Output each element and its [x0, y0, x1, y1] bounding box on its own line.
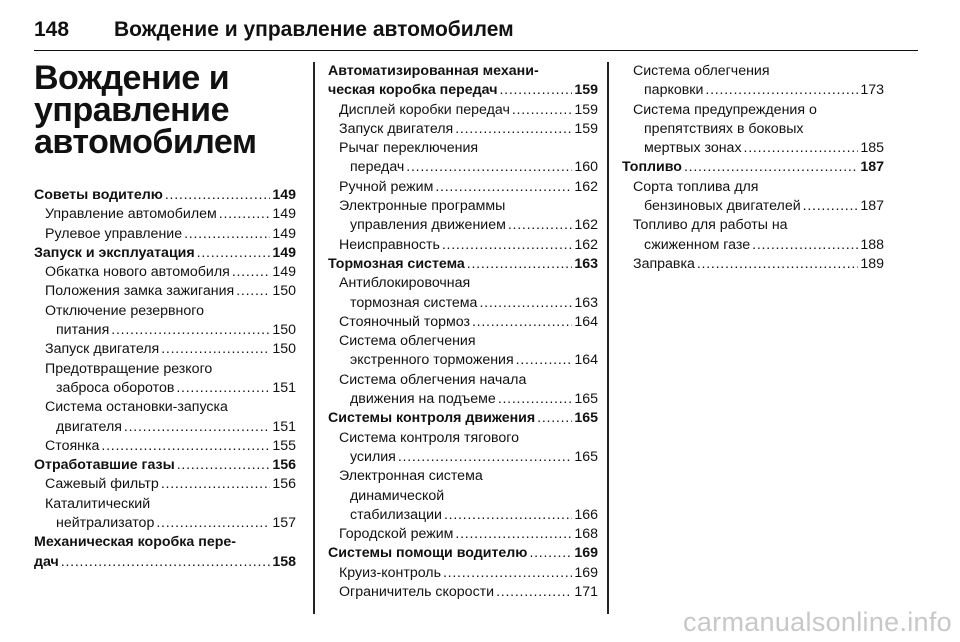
toc-page-number: 156: [272, 476, 296, 493]
toc-entry-line: [328, 409, 598, 428]
toc-entry-line: [339, 448, 598, 467]
toc-page-number: 150: [272, 283, 296, 300]
dot-leader: [498, 390, 573, 409]
toc-section-entry[interactable]: [328, 544, 598, 563]
dot-leader: [161, 475, 271, 494]
dot-leader: [197, 244, 271, 263]
toc-entries: [328, 62, 598, 602]
toc-entry[interactable]: [328, 120, 598, 139]
dot-leader: [232, 263, 271, 282]
chapter-title-line: Вождение и: [34, 59, 230, 97]
toc-entry-line: [339, 564, 598, 583]
toc-entry-title: Механическая коробка пере-: [34, 534, 236, 551]
toc-entry-title: мертвых зонах: [644, 140, 742, 157]
toc-page-number: 150: [272, 322, 296, 339]
toc-entry-line: [45, 495, 296, 514]
toc-entry[interactable]: [328, 236, 598, 255]
toc-entry-line: [339, 158, 598, 177]
toc-entry-title: Система облегчения: [339, 333, 476, 350]
toc-entry-title: Ограничитель скорости: [339, 584, 495, 601]
toc-entry-line: [328, 255, 598, 274]
toc-entry-line: [339, 390, 598, 409]
toc-entry-title: Положения замка зажигания: [45, 283, 235, 300]
dot-leader: [537, 409, 572, 428]
toc-entry[interactable]: [34, 495, 296, 534]
toc-entry-title: Неисправность: [339, 236, 440, 253]
toc-entry[interactable]: [622, 101, 884, 159]
dot-leader: [177, 456, 271, 475]
toc-entry-title: экстренного торможения: [350, 352, 514, 369]
toc-entry-title: Топливо: [622, 159, 682, 176]
dot-leader: [479, 294, 572, 313]
toc-entry-line: [339, 139, 598, 158]
toc-entry-title: Запуск двигателя: [45, 341, 160, 358]
toc-section-entry[interactable]: [34, 533, 296, 572]
toc-section-entry[interactable]: [328, 62, 598, 101]
toc-entry-line: [339, 101, 598, 120]
toc-entry-title: Сорта топлива для: [633, 178, 759, 195]
toc-entry[interactable]: [34, 302, 296, 341]
dot-leader: [496, 583, 572, 602]
toc-column-2: [328, 62, 598, 602]
column-divider: [607, 62, 609, 614]
toc-entry-line: [339, 467, 598, 486]
toc-page-number: 165: [574, 391, 598, 408]
toc-entry-title: двигателя: [56, 418, 122, 435]
toc-entry-line: [633, 62, 884, 81]
toc-entry[interactable]: [622, 62, 884, 101]
toc-page-number: 156: [272, 457, 296, 474]
toc-entry[interactable]: [34, 398, 296, 437]
toc-entry-line: [633, 101, 884, 120]
toc-entry[interactable]: [622, 216, 884, 255]
toc-entry[interactable]: [34, 225, 296, 244]
toc-entry-title: Дисплей коробки передач: [339, 101, 510, 118]
toc-page-number: 158: [272, 553, 296, 570]
toc-entry[interactable]: [34, 437, 296, 456]
toc-entry-title: ческая коробка передач: [328, 82, 498, 99]
toc-entry-title: Электронная система: [339, 468, 483, 485]
toc-entry[interactable]: [328, 178, 598, 197]
toc-entry-line: [633, 81, 884, 100]
toc-entry-line: [633, 216, 884, 235]
toc-page-number: 173: [860, 82, 884, 99]
dot-leader: [124, 418, 270, 437]
toc-page-number: 171: [574, 584, 598, 601]
toc-entry-title: Антиблокировочная: [339, 275, 471, 292]
toc-entry-line: [328, 81, 598, 100]
dot-leader: [684, 158, 858, 177]
toc-entry-line: [339, 583, 598, 602]
toc-entry[interactable]: [34, 475, 296, 494]
toc-entry[interactable]: [34, 340, 296, 359]
toc-page-number: 189: [860, 255, 884, 272]
dot-leader: [455, 120, 572, 139]
toc-entry[interactable]: [328, 525, 598, 544]
toc-entry-title: динамической: [350, 487, 445, 504]
column-divider: [313, 62, 315, 614]
toc-entry-line: [34, 186, 296, 205]
toc-entry[interactable]: [328, 139, 598, 178]
toc-entry-line: [45, 302, 296, 321]
toc-entry-line: [339, 506, 598, 525]
toc-entry-line: [633, 120, 884, 139]
toc-entry-title: Автоматизированная механи-: [328, 63, 539, 79]
toc-entry-title: Система предупреждения о: [633, 101, 817, 118]
toc-entry-line: [45, 398, 296, 417]
page-number: 148: [34, 18, 70, 41]
dot-leader: [803, 197, 859, 216]
toc-entry[interactable]: [34, 263, 296, 282]
toc-entry-title: Запуск двигателя: [339, 120, 454, 137]
toc-entry-title: движения на подъеме: [350, 391, 496, 408]
dot-leader: [467, 255, 573, 274]
toc-page-number: 163: [574, 255, 598, 272]
toc-page-number: 166: [574, 506, 598, 523]
toc-entry-line: [45, 321, 296, 340]
toc-entry[interactable]: [34, 282, 296, 301]
toc-entry-line: [34, 456, 296, 475]
toc-entry-title: Рулевое управление: [45, 225, 183, 242]
toc-entry-title: Ручной режим: [339, 178, 434, 195]
toc-entry-line: [339, 487, 598, 506]
toc-page-number: 162: [574, 236, 598, 253]
toc-page-number: 157: [272, 515, 296, 532]
toc-entries: [34, 186, 296, 572]
toc-entry-title: Отработавшие газы: [34, 457, 175, 474]
dot-leader: [455, 525, 572, 544]
toc-entry[interactable]: [622, 255, 884, 274]
toc-page-number: 185: [860, 140, 884, 157]
toc-entry-line: [339, 197, 598, 216]
toc-page-number: 159: [574, 120, 598, 137]
dot-leader: [61, 553, 271, 572]
dot-leader: [472, 313, 572, 332]
toc-entry-line: [45, 360, 296, 379]
dot-leader: [508, 216, 572, 235]
dot-leader: [499, 81, 572, 100]
chapter-title-line: управление: [34, 91, 229, 129]
toc-entry[interactable]: [328, 197, 598, 236]
toc-entries: [622, 62, 884, 274]
toc-entry-title: Рычаг переключения: [339, 140, 479, 157]
toc-page-number: 159: [574, 101, 598, 118]
toc-entry-line: [45, 418, 296, 437]
toc-entry-title: Тормозная система: [328, 255, 465, 272]
toc-page-number: 164: [574, 352, 598, 369]
toc-page-number: 188: [860, 236, 884, 253]
toc-entry-line: [45, 514, 296, 533]
dot-leader: [111, 321, 270, 340]
dot-leader: [444, 506, 572, 525]
toc-page-number: 159: [574, 82, 598, 99]
toc-page-number: 162: [574, 178, 598, 195]
toc-page-number: 165: [574, 410, 598, 427]
toc-entry-line: [633, 139, 884, 158]
toc-entry-line: [633, 255, 884, 274]
toc-entry-line: [45, 205, 296, 224]
toc-entry-title: Стоянка: [45, 437, 100, 454]
dot-leader: [443, 564, 572, 583]
toc-entry-line: [339, 313, 598, 332]
toc-page-number: 149: [272, 244, 296, 261]
toc-page-number: 155: [272, 437, 296, 454]
toc-entry-title: Системы контроля движения: [328, 410, 536, 427]
toc-entry-title: передач: [350, 159, 405, 176]
toc-entry-line: [339, 274, 598, 293]
dot-leader: [744, 139, 859, 158]
chapter-title: [34, 59, 296, 161]
toc-section-entry[interactable]: [622, 158, 884, 177]
toc-page-number: 164: [574, 313, 598, 330]
dot-leader: [752, 236, 858, 255]
dot-leader: [529, 544, 572, 563]
dot-leader: [705, 81, 858, 100]
toc-section-entry[interactable]: [34, 456, 296, 475]
toc-entry-title: Отключение резервного: [45, 302, 204, 319]
toc-entry-title: препятствиях в боковых: [644, 120, 804, 137]
toc-entry-line: [34, 244, 296, 263]
toc-entry-title: Круиз-контроль: [339, 564, 441, 581]
dot-leader: [516, 351, 573, 370]
toc-entry[interactable]: [34, 360, 296, 399]
toc-entry-line: [633, 197, 884, 216]
toc-page-number: 187: [860, 198, 884, 215]
toc-page-number: 162: [574, 217, 598, 234]
toc-column-1: [34, 59, 296, 572]
toc-entry-title: парковки: [644, 82, 704, 99]
toc-entry-title: Топливо для работы на: [633, 217, 788, 234]
dot-leader: [219, 205, 271, 224]
toc-entry-line: [34, 533, 296, 552]
toc-entry-line: [339, 371, 598, 390]
toc-page-number: 151: [272, 379, 296, 396]
toc-page-number: 169: [574, 545, 598, 562]
toc-entry-line: [45, 263, 296, 282]
dot-leader: [236, 282, 270, 301]
toc-entry-line: [339, 351, 598, 370]
toc-entry-title: Система облегчения: [633, 63, 770, 79]
toc-entry-line: [633, 178, 884, 197]
toc-page-number: 149: [272, 264, 296, 281]
toc-entry-line: [339, 429, 598, 448]
toc-entry-title: Сажевый фильтр: [45, 476, 159, 493]
dot-leader: [512, 101, 572, 120]
toc-entry-line: [339, 525, 598, 544]
toc-entry-line: [339, 216, 598, 235]
toc-page-number: 168: [574, 526, 598, 543]
toc-entry-title: Каталитический: [45, 495, 151, 512]
toc-entry-line: [45, 225, 296, 244]
toc-entry-line: [339, 236, 598, 255]
toc-entry-title: Советы водителю: [34, 187, 163, 203]
dot-leader: [697, 255, 858, 274]
toc-entry[interactable]: [328, 313, 598, 332]
chapter-title-line: автомобилем: [34, 123, 257, 161]
toc-entry-title: Системы помощи водителю: [328, 545, 528, 562]
dot-leader: [442, 236, 572, 255]
toc-entry-title: усилия: [350, 448, 396, 465]
toc-entry[interactable]: [622, 178, 884, 217]
dot-leader: [101, 437, 270, 456]
toc-entry-title: стабилизации: [350, 506, 442, 523]
toc-column-3: [622, 62, 884, 274]
toc-entry-title: Предотвращение резкого: [45, 360, 213, 377]
toc-entry-title: заброса оборотов: [56, 379, 175, 396]
toc-page-number: 165: [574, 448, 598, 465]
dot-leader: [435, 178, 572, 197]
toc-entry-line: [633, 236, 884, 255]
toc-page-number: 149: [272, 187, 296, 203]
toc-page-number: 151: [272, 418, 296, 435]
toc-section-entry[interactable]: [34, 186, 296, 205]
toc-entry-line: [45, 379, 296, 398]
toc-entry-title: Система контроля тягового: [339, 429, 519, 446]
dot-leader: [176, 379, 270, 398]
toc-entry-line: [45, 475, 296, 494]
toc-entry[interactable]: [328, 101, 598, 120]
toc-entry-line: [45, 437, 296, 456]
dot-leader: [406, 158, 572, 177]
toc-entry-title: питания: [56, 322, 110, 339]
toc-entry-line: [328, 62, 598, 81]
toc-entry-line: [34, 553, 296, 572]
toc-entry-title: Стояночный тормоз: [339, 313, 470, 330]
toc-entry-line: [339, 294, 598, 313]
toc-entry[interactable]: [328, 467, 598, 525]
toc-page-number: 149: [272, 225, 296, 242]
toc-entry[interactable]: [34, 205, 296, 224]
toc-entry-title: Управление автомобилем: [45, 206, 217, 223]
toc-entry-line: [45, 340, 296, 359]
toc-page-number: 163: [574, 294, 598, 311]
dot-leader: [398, 448, 572, 467]
toc-section-entry[interactable]: [328, 255, 598, 274]
toc-entry-line: [339, 178, 598, 197]
toc-entry-title: Обкатка нового автомобиля: [45, 264, 230, 281]
toc-entry[interactable]: [328, 429, 598, 468]
toc-entry-title: тормозная система: [350, 294, 478, 311]
toc-section-entry[interactable]: [328, 409, 598, 428]
toc-entry-title: дач: [34, 553, 59, 570]
toc-entry-title: Запуск и эксплуатация: [34, 244, 195, 261]
toc-page-number: 150: [272, 341, 296, 358]
page-header: [34, 10, 918, 51]
toc-entry-title: нейтрализатор: [56, 515, 155, 532]
toc-entry-line: [622, 158, 884, 177]
toc-entry[interactable]: [328, 583, 598, 602]
dot-leader: [184, 225, 270, 244]
toc-entry-title: Система облегчения начала: [339, 371, 527, 388]
toc-page-number: 160: [574, 159, 598, 176]
toc-page-number: 149: [272, 206, 296, 223]
toc-entry[interactable]: [328, 332, 598, 371]
watermark: carmanualsonline.info: [683, 607, 952, 637]
dot-leader: [156, 514, 270, 533]
toc-section-entry[interactable]: [34, 244, 296, 263]
dot-leader: [161, 340, 270, 359]
toc-entry-line: [328, 544, 598, 563]
dot-leader: [165, 186, 270, 205]
toc-entry-line: [45, 282, 296, 301]
toc-entry-title: Электронные программы: [339, 198, 506, 215]
toc-entry-title: бензиновых двигателей: [644, 198, 801, 215]
toc-entry[interactable]: [328, 371, 598, 410]
toc-entry-title: Городской режим: [339, 526, 454, 543]
toc-page-number: 187: [860, 159, 884, 176]
toc-entry-title: Заправка: [633, 255, 695, 272]
toc-entry-line: [339, 120, 598, 139]
toc-entry-line: [339, 332, 598, 351]
toc-page-number: 169: [574, 564, 598, 581]
toc-entry[interactable]: [328, 274, 598, 313]
toc-entry-title: управления движением: [350, 217, 506, 234]
running-title: Вождение и управление автомобилем: [114, 18, 514, 41]
toc-entry-title: Система остановки-запуска: [45, 399, 228, 416]
toc-entry[interactable]: [328, 564, 598, 583]
toc-entry-title: сжиженном газе: [644, 236, 751, 253]
